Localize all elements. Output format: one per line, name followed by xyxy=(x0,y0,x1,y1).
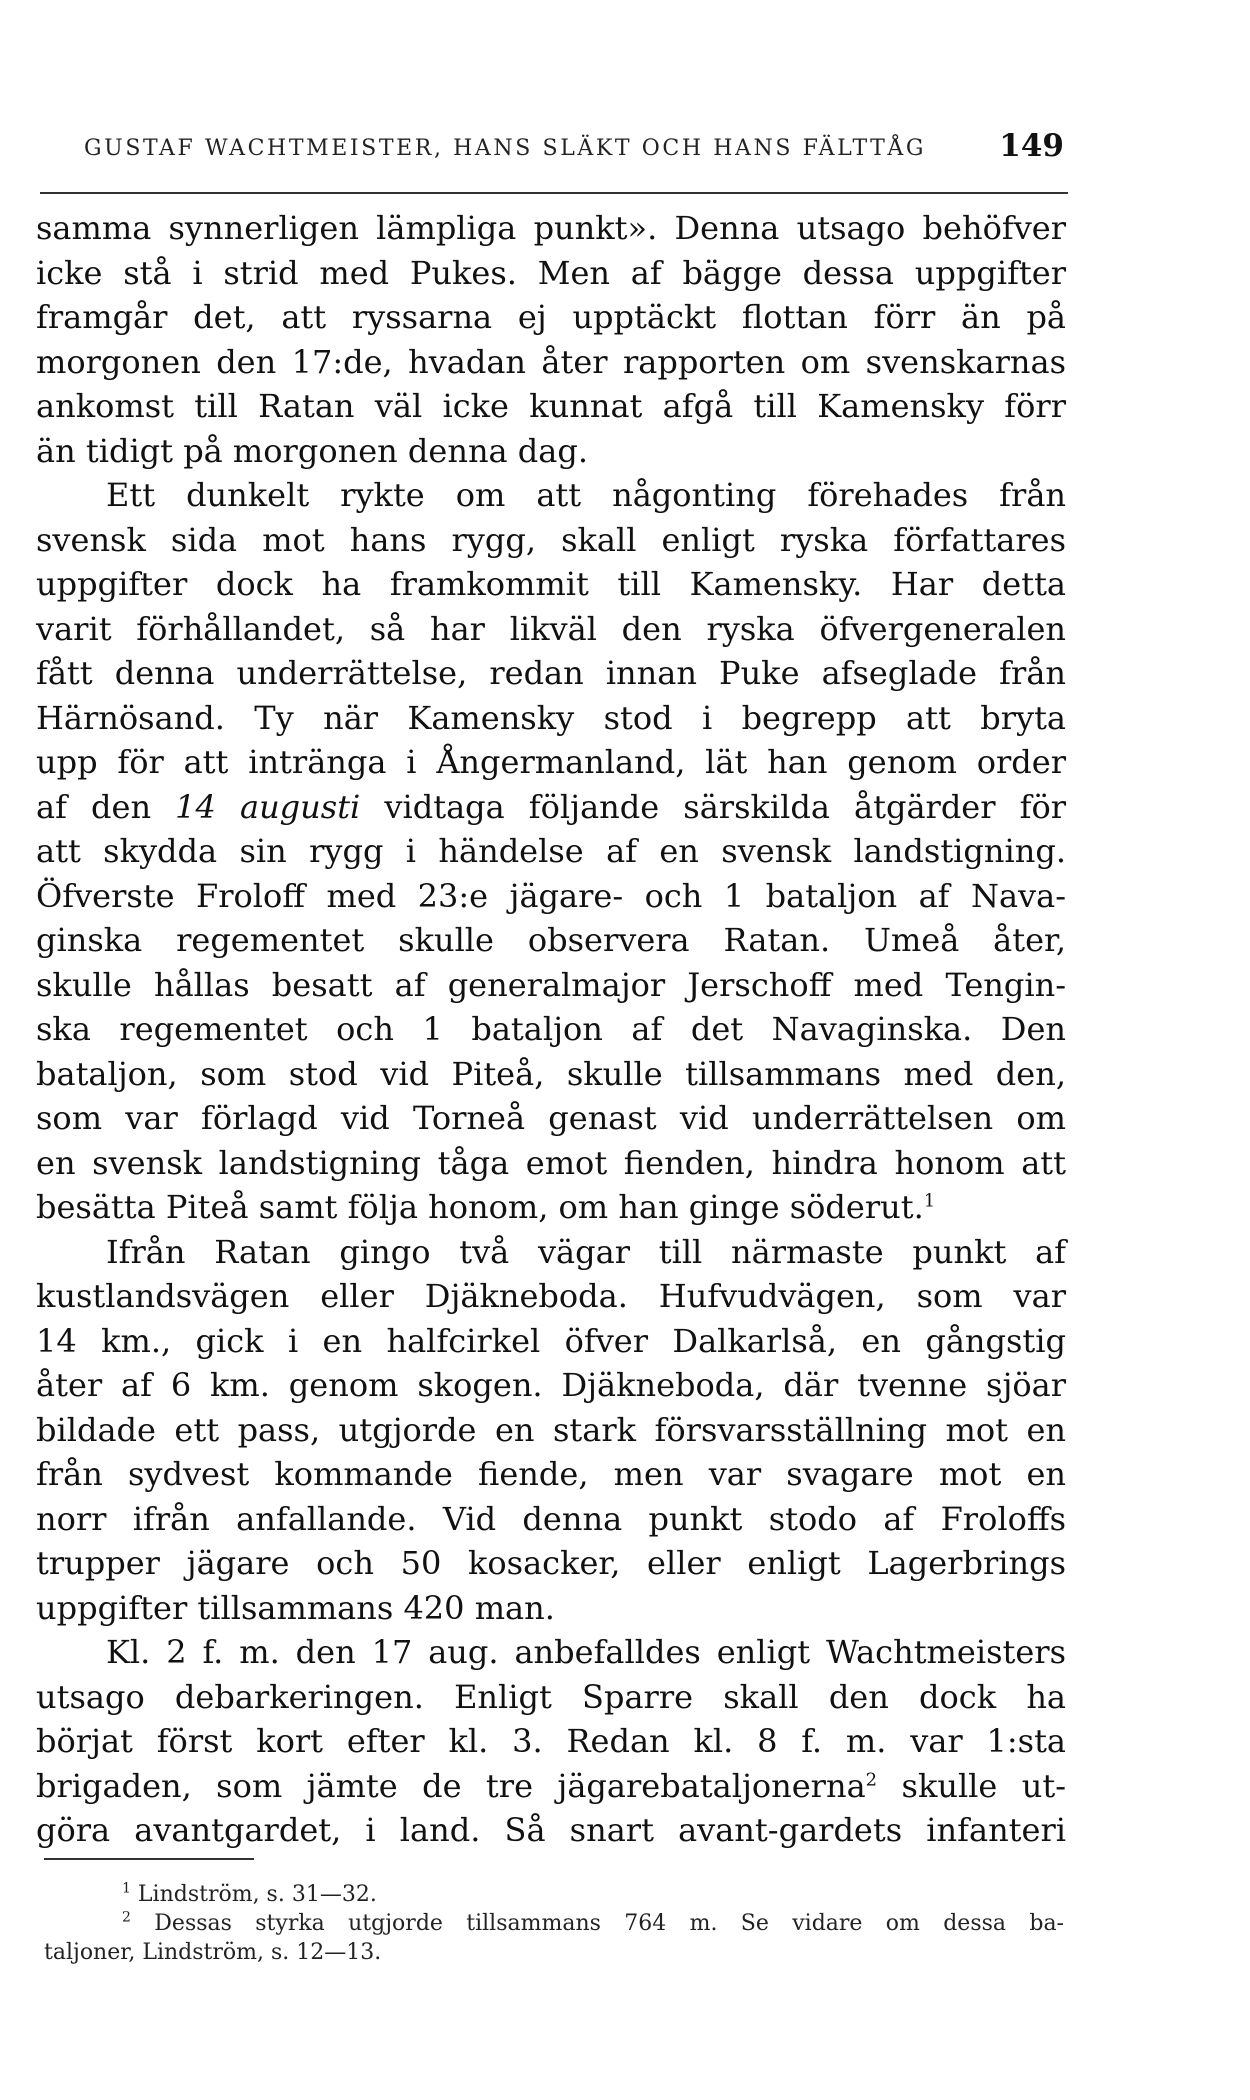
text-line xyxy=(36,1764,1066,1809)
text-line: skulle hållas besatt af generalmajor Jerschoff med Tengin- xyxy=(36,965,1066,1004)
footnote-2 xyxy=(44,1909,1064,1938)
footnote-text: Lindström, s. 31—32. xyxy=(137,1882,377,1907)
text-line xyxy=(36,785,1066,830)
text-line: ska regementet och 1 bataljon af det Navaginska. Den xyxy=(36,1010,1066,1048)
text-line: Härnösand. Ty när Kamensky stod i begrepp att bryta xyxy=(36,698,1066,737)
text-segment: af den xyxy=(36,787,152,826)
footnote-mark: 1 xyxy=(122,1880,131,1897)
text-line: norr ifrån anfallande. Vid denna punkt stodo af Froloffs xyxy=(36,1499,1066,1538)
text-segment: brigaden, som jämte de tre jägarebataljonerna xyxy=(36,1766,866,1805)
text-line: uppgifter dock ha framkommit till Kamensky. Har detta xyxy=(36,565,1066,603)
footnote-mark: 2 xyxy=(122,1909,131,1926)
text-line: bildade ett pass, utgjorde en stark försvarsställning mot en xyxy=(36,1410,1066,1449)
text-line: utsago debarkeringen. Enligt Sparre skall den dock ha xyxy=(36,1677,1066,1716)
text-line: kustlandsvägen eller Djäkneboda. Hufvudvägen, som var xyxy=(36,1277,1066,1315)
text-line: en svensk landstigning tåga emot fienden, hindra honom att xyxy=(36,1143,1066,1182)
text-line: 14 km., gick i en halfcirkel öfver Dalkarlså, en gångstig xyxy=(36,1321,1066,1360)
text-line: än tidigt på morgonen denna dag. xyxy=(36,431,589,470)
text-line: framgår det, att ryssarna ej upptäckt flottan förr än på xyxy=(36,298,1066,336)
text-line: Öfverste Froloff med 23:e jägare- och 1 bataljon af Nava- xyxy=(36,876,1066,915)
footnote-1 xyxy=(44,1880,1064,1909)
text-line xyxy=(36,1185,1066,1230)
text-line: varit förhållandet, så har likväl den ryska öfvergeneralen xyxy=(36,609,1066,648)
running-head: GUSTAF WACHTMEISTER, HANS SLÄKT OCH HANS FÄLTTÅG xyxy=(84,136,927,161)
footnotes xyxy=(44,1880,1064,1967)
text-line: från sydvest kommande fiende, men var svagare mot en xyxy=(36,1455,1066,1493)
footnote-ref: 1 xyxy=(923,1190,936,1212)
header-rule xyxy=(40,192,1068,194)
page-number: 149 xyxy=(999,128,1064,164)
text-line: Kl. 2 f. m. den 17 aug. anbefalldes enligt Wachtmeisters xyxy=(106,1633,1066,1671)
page-header xyxy=(84,128,1064,178)
text-line: bataljon, som stod vid Piteå, skulle tillsammans med den, xyxy=(36,1054,1066,1093)
text-line: ginska regementet skulle observera Ratan. Umeå åter, xyxy=(36,921,1066,959)
text-line: ankomst till Ratan väl icke kunnat afgå till Kamensky förr xyxy=(36,387,1066,425)
footnote-ref: 2 xyxy=(865,1768,878,1790)
italic-date: 14 augusti xyxy=(175,787,361,826)
text-segment: skulle ut- xyxy=(901,1766,1067,1805)
text-line: börjat först kort efter kl. 3. Redan kl. 8 f. m. var 1:sta xyxy=(36,1722,1066,1760)
text-line: fått denna underrättelse, redan innan Puke afseglade från xyxy=(36,654,1066,692)
text-line: svensk sida mot hans rygg, skall enligt ryska författares xyxy=(36,520,1066,559)
text-segment: besätta Piteå samt följa honom, om han ginge söderut. xyxy=(36,1188,924,1226)
text-line: som var förlagd vid Torneå genast vid underrättelsen om xyxy=(36,1099,1066,1137)
body-text xyxy=(36,206,1066,1853)
text-line: göra avantgardet, i land. Så snart avant-gardets infanteri xyxy=(36,1811,1066,1849)
footnote-2-continued: taljoner, Lindström, s. 12—13. xyxy=(44,1940,382,1965)
footnote-rule xyxy=(44,1858,254,1860)
text-line: Ett dunkelt rykte om att någonting förehades från xyxy=(106,476,1066,514)
text-line: Ifrån Ratan gingo två vägar till närmaste punkt af xyxy=(106,1232,1066,1271)
text-line: åter af 6 km. genom skogen. Djäkneboda, där tvenne sjöar xyxy=(36,1366,1066,1404)
footnote-text: Dessas styrka utgjorde tillsammans 764 m. Se vidare om dessa ba- xyxy=(154,1911,1064,1936)
text-segment: vidtaga följande särskilda åtgärder för xyxy=(384,787,1067,826)
text-line: uppgifter tillsammans 420 man. xyxy=(36,1588,555,1627)
text-line: upp för att intränga i Ångermanland, lät han genom order xyxy=(36,743,1066,781)
text-line: icke stå i strid med Pukes. Men af bägge dessa uppgifter xyxy=(36,253,1066,292)
text-line: samma synnerligen lämpliga punkt». Denna utsago behöfver xyxy=(36,209,1066,247)
text-line: att skydda sin rygg i händelse af en svensk landstigning. xyxy=(36,832,1066,870)
text-line: morgonen den 17:de, hvadan åter rapporten om svenskarnas xyxy=(36,342,1066,381)
text-line: trupper jägare och 50 kosacker, eller enligt Lagerbrings xyxy=(36,1544,1066,1582)
